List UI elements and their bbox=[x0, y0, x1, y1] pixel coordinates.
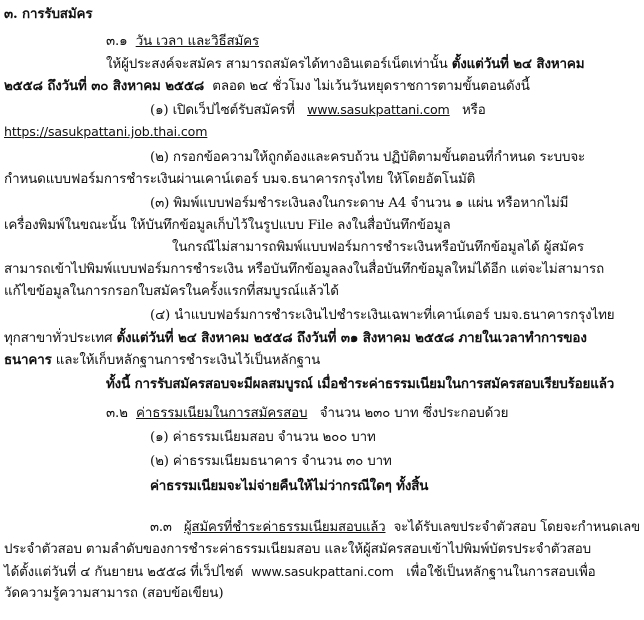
date-range-end: ๒๕๕๘ ถึงวันที่ ๓๐ สิงหาคม ๒๕๕๘ bbox=[4, 78, 205, 94]
section-title: การรับสมัคร bbox=[22, 6, 93, 22]
step-2-line-2: กำหนดแบบฟอร์มการชำระเงินผ่านเคาน์เตอร์ บมจ.ธนาคารกรุงไทย ให้โดยอัตโนมัติ bbox=[4, 172, 476, 187]
step-1-line-2 bbox=[4, 122, 207, 143]
step-1-text: (๑) เปิดเว็ปไซต์รับสมัครที่ bbox=[150, 103, 295, 118]
section-heading bbox=[4, 4, 92, 24]
text-segment: และให้เก็บหลักฐานการชำระเงินไว้เป็นหลักฐาน bbox=[55, 353, 321, 368]
date-range-start: ตั้งแต่วันที่ ๒๔ สิงหาคม bbox=[451, 56, 585, 72]
subsection-3-1-heading bbox=[106, 32, 259, 52]
step-3-line-1: (๓) พิมพ์แบบฟอร์มชำระเงินลงในกระดาษ A4 จำนวน ๑ แผ่น หรือหากไม่มี bbox=[150, 196, 569, 211]
bank-word: ธนาคาร bbox=[4, 352, 52, 368]
step-3-line-2: เครื่องพิมพ์ในขณะนั้น ให้บันทึกข้อมูลเก็บไว้ในรูปแบบ File ลงในสื่อบันทึกข้อมูล bbox=[4, 218, 451, 233]
step-4-line-1: (๔) นำแบบฟอร์มการชำระเงินไปชำระเงินเฉพาะที่เคาน์เตอร์ บมจ.ธนาคารกรุงไทย bbox=[150, 308, 615, 323]
subsection-3-3-title: ผู้สมัครที่ชำระค่าธรรมเนียมสอบแล้ว bbox=[183, 520, 386, 535]
step-3-line-5: แก้ไขข้อมูลในการกรอกใบสมัครในครั้งแรกที่สมบูรณ์แล้วได้ bbox=[4, 284, 339, 299]
subsection-3-3-line-3 bbox=[4, 562, 596, 583]
subsection-3-2-number: ๓.๒ bbox=[106, 406, 128, 421]
or-text: หรือ bbox=[461, 103, 486, 118]
subsection-3-3-line-4: วัดความรู้ความสามารถ (สอบข้อเขียน) bbox=[4, 586, 224, 601]
paragraph-3-1-line-2 bbox=[4, 76, 530, 97]
step-1-line-1 bbox=[150, 100, 486, 121]
fee-item-2: (๒) ค่าธรรมเนียมธนาคาร จำนวน ๓๐ บาท bbox=[150, 454, 392, 469]
subsection-3-2-heading bbox=[106, 404, 508, 424]
no-refund-note: ค่าธรรมเนียมจะไม่จ่ายคืนให้ไม่ว่ากรณีใดๆ ทั้งสิ้น bbox=[150, 478, 429, 494]
completion-note: ทั้งนี้ การรับสมัครสอบจะมีผลสมบูรณ์ เมื่อชำระค่าธรรมเนียมในการสมัครสอบเรียบร้อยแล้ว bbox=[106, 376, 615, 392]
payment-period: ตั้งแต่วันที่ ๒๔ สิงหาคม ๒๕๕๘ ถึงวันที่ ๓๑ สิงหาคม ๒๕๕๘ ภายในเวลาทำการของ bbox=[116, 330, 587, 346]
paragraph-3-1-line-1 bbox=[106, 54, 584, 75]
text-segment: เพื่อใช้เป็นหลักฐานในการสอบเพื่อ bbox=[406, 565, 596, 580]
website-url[interactable]: www.sasukpattani.com bbox=[251, 564, 394, 579]
text-segment: ตลอด ๒๔ ชั่วโมง ไม่เว้นวันหยุดราชการตามขั้นตอนดังนี้ bbox=[212, 79, 530, 94]
fee-total: จำนวน ๒๓๐ บาท ซึ่งประกอบด้วย bbox=[319, 406, 509, 421]
text-segment: ได้ตั้งแต่วันที่ ๔ กันยายน ๒๕๕๘ ที่เว็ปไซต์ bbox=[4, 565, 243, 580]
section-number: ๓. bbox=[4, 6, 18, 22]
text-segment: ให้ผู้ประสงค์จะสมัคร สามารถสมัครได้ทางอินเตอร์เน็ตเท่านั้น bbox=[106, 57, 448, 72]
subsection-3-1-title: วัน เวลา และวิธีสมัคร bbox=[135, 34, 260, 49]
step-4-line-3 bbox=[4, 350, 320, 371]
job-site-link[interactable]: https://sasukpattani.job.thai.com bbox=[4, 124, 208, 139]
website-link[interactable]: www.sasukpattani.com bbox=[307, 102, 450, 117]
subsection-3-1-number: ๓.๑ bbox=[106, 34, 128, 49]
step-2-line-1: (๒) กรอกข้อความให้ถูกต้องและครบถ้วน ปฏิบัติตามขั้นตอนที่กำหนด ระบบจะ bbox=[150, 150, 586, 165]
subsection-3-3-number: ๓.๓ bbox=[150, 520, 172, 535]
fee-item-1: (๑) ค่าธรรมเนียมสอบ จำนวน ๒๐๐ บาท bbox=[150, 430, 376, 445]
step-3-line-4: สามารถเข้าไปพิมพ์แบบฟอร์มการชำระเงิน หรือบันทึกข้อมูลลงในสื่อบันทึกข้อมูลใหม่ได้อีก แต่จะไม่สามารถ bbox=[4, 262, 605, 277]
text-segment: ทุกสาขาทั่วประเทศ bbox=[4, 331, 113, 346]
text-segment: จะได้รับเลขประจำตัวสอบ โดยจะกำหนดเลข bbox=[393, 520, 640, 535]
step-4-line-2 bbox=[4, 328, 587, 349]
subsection-3-2-title: ค่าธรรมเนียมในการสมัครสอบ bbox=[136, 406, 308, 421]
step-3-line-3: ในกรณีไม่สามารถพิมพ์แบบฟอร์มการชำระเงินหรือบันทึกข้อมูลได้ ผู้สมัคร bbox=[172, 240, 584, 255]
subsection-3-3-line-2: ประจำตัวสอบ ตามลำดับของการชำระค่าธรรมเนียมสอบ และให้ผู้สมัครสอบเข้าไปพิมพ์บัตรประจำตัวสอบ bbox=[4, 542, 592, 557]
subsection-3-3-line-1 bbox=[150, 518, 640, 538]
